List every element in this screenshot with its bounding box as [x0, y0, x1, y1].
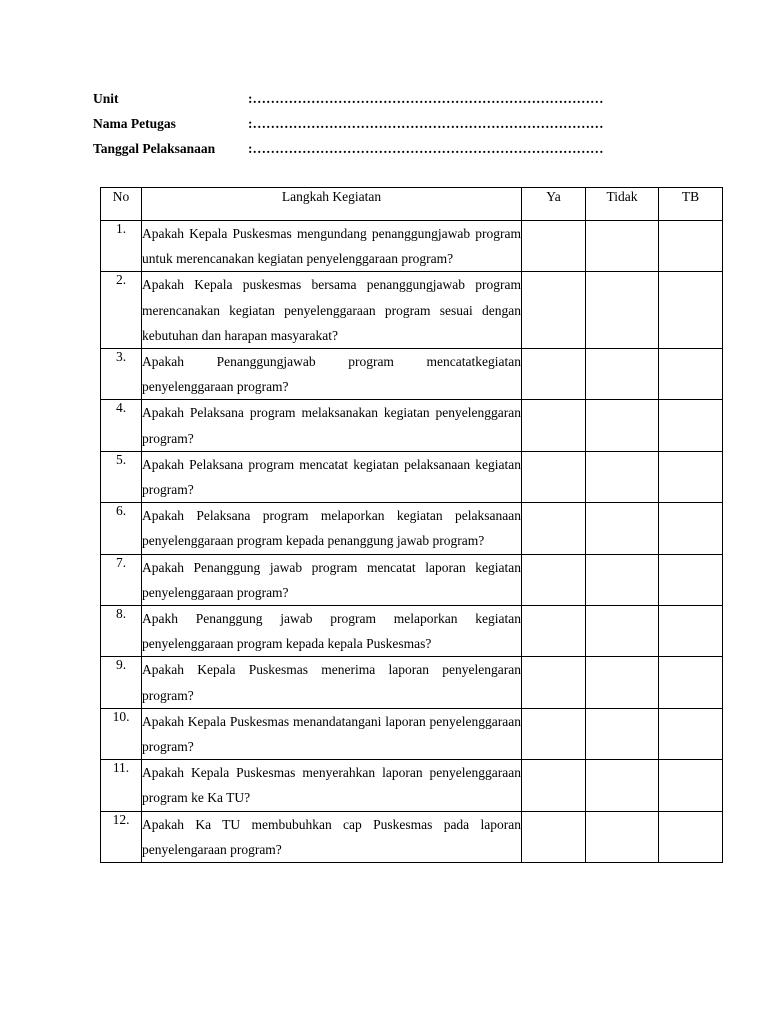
tb-cell[interactable] [659, 606, 723, 657]
ya-cell[interactable] [522, 708, 586, 759]
tb-cell[interactable] [659, 657, 723, 708]
tidak-cell[interactable] [586, 657, 659, 708]
column-header-ya: Ya [522, 188, 586, 221]
tb-cell[interactable] [659, 811, 723, 862]
table-row [101, 554, 723, 605]
row-number: 5. [101, 451, 142, 502]
row-step-text: Apakah Penanggung jawab program mencatat laporan kegiatan penyelenggaraan program? [142, 554, 522, 605]
tidak-cell[interactable] [586, 221, 659, 272]
nama-petugas-label: Nama Petugas [93, 115, 176, 131]
ya-cell[interactable] [522, 811, 586, 862]
table-row [101, 272, 723, 349]
row-step-text: Apakah Pelaksana program mencatat kegiatan pelaksanaan kegiatan program? [142, 451, 522, 502]
row-number: 1. [101, 221, 142, 272]
table-row [101, 221, 723, 272]
tb-cell[interactable] [659, 221, 723, 272]
table-row [101, 708, 723, 759]
table-row [101, 349, 723, 400]
tidak-cell[interactable] [586, 272, 659, 349]
tidak-cell[interactable] [586, 554, 659, 605]
row-number: 9. [101, 657, 142, 708]
tanggal-pelaksanaan-value: :…………………………………………………………………… [248, 140, 604, 156]
tidak-cell[interactable] [586, 400, 659, 451]
ya-cell[interactable] [522, 221, 586, 272]
table-row [101, 811, 723, 862]
header-row-tanggal [93, 136, 693, 161]
row-step-text: Apakah Kepala Puskesmas mengundang penanggungjawab program untuk merencanakan kegiatan penyelenggaraan program? [142, 221, 522, 272]
header-row-nama-petugas [93, 111, 693, 136]
row-step-text: Apakah Kepala Puskesmas menyerahkan laporan penyelenggaraan program ke Ka TU? [142, 760, 522, 811]
tidak-cell[interactable] [586, 811, 659, 862]
unit-label: Unit [93, 90, 119, 106]
row-number: 3. [101, 349, 142, 400]
checklist-body [101, 221, 723, 863]
row-number: 6. [101, 503, 142, 554]
row-number: 12. [101, 811, 142, 862]
nama-petugas-value: :…………………………………………………………………… [248, 115, 604, 131]
row-step-text: Apakah Penanggungjawab program mencatatkegiatan penyelenggaraan program? [142, 349, 522, 400]
table-row [101, 451, 723, 502]
row-step-text: Apakah Kepala puskesmas bersama penanggungjawab program merencanakan kegiatan penyelenggaraan program sesuai dengan kebutuhan dan harapan masyarakat? [142, 272, 522, 349]
table-row [101, 760, 723, 811]
row-number: 2. [101, 272, 142, 349]
ya-cell[interactable] [522, 400, 586, 451]
row-number: 4. [101, 400, 142, 451]
tidak-cell[interactable] [586, 451, 659, 502]
table-row [101, 503, 723, 554]
row-number: 11. [101, 760, 142, 811]
row-number: 10. [101, 708, 142, 759]
ya-cell[interactable] [522, 451, 586, 502]
header-row-unit [93, 86, 693, 111]
ya-cell[interactable] [522, 554, 586, 605]
checklist-table [100, 187, 723, 863]
row-step-text: Apakah Kepala Puskesmas menandatangani laporan penyelenggaraan program? [142, 708, 522, 759]
ya-cell[interactable] [522, 272, 586, 349]
row-number: 7. [101, 554, 142, 605]
table-row [101, 606, 723, 657]
ya-cell[interactable] [522, 503, 586, 554]
tidak-cell[interactable] [586, 760, 659, 811]
tb-cell[interactable] [659, 708, 723, 759]
tb-cell[interactable] [659, 451, 723, 502]
tidak-cell[interactable] [586, 503, 659, 554]
table-row [101, 657, 723, 708]
tb-cell[interactable] [659, 760, 723, 811]
row-step-text: Apakah Ka TU membubuhkan cap Puskesmas pada laporan penyelengaraan program? [142, 811, 522, 862]
column-header-tidak: Tidak [586, 188, 659, 221]
tidak-cell[interactable] [586, 606, 659, 657]
ya-cell[interactable] [522, 760, 586, 811]
unit-value: :…………………………………………………………………… [248, 90, 604, 106]
ya-cell[interactable] [522, 606, 586, 657]
column-header-no: No [101, 188, 142, 221]
tb-cell[interactable] [659, 349, 723, 400]
row-step-text: Apakh Penanggung jawab program melaporkan kegiatan penyelenggaraan program kepada kepala Puskesmas? [142, 606, 522, 657]
tidak-cell[interactable] [586, 349, 659, 400]
ya-cell[interactable] [522, 349, 586, 400]
tanggal-pelaksanaan-label: Tanggal Pelaksanaan [93, 140, 216, 156]
ya-cell[interactable] [522, 657, 586, 708]
column-header-tb: TB [659, 188, 723, 221]
tidak-cell[interactable] [586, 708, 659, 759]
row-number: 8. [101, 606, 142, 657]
row-step-text: Apakah Kepala Puskesmas menerima laporan penyelengaran program? [142, 657, 522, 708]
tb-cell[interactable] [659, 400, 723, 451]
tb-cell[interactable] [659, 503, 723, 554]
table-header-row [101, 188, 723, 221]
row-step-text: Apakah Pelaksana program melaksanakan kegiatan penyelenggaran program? [142, 400, 522, 451]
tb-cell[interactable] [659, 272, 723, 349]
table-row [101, 400, 723, 451]
header-fields [93, 86, 693, 161]
row-step-text: Apakah Pelaksana program melaporkan kegiatan pelaksanaan penyelenggaraan program kepada penanggung jawab program? [142, 503, 522, 554]
tb-cell[interactable] [659, 554, 723, 605]
column-header-langkah-kegiatan: Langkah Kegiatan [142, 188, 522, 221]
